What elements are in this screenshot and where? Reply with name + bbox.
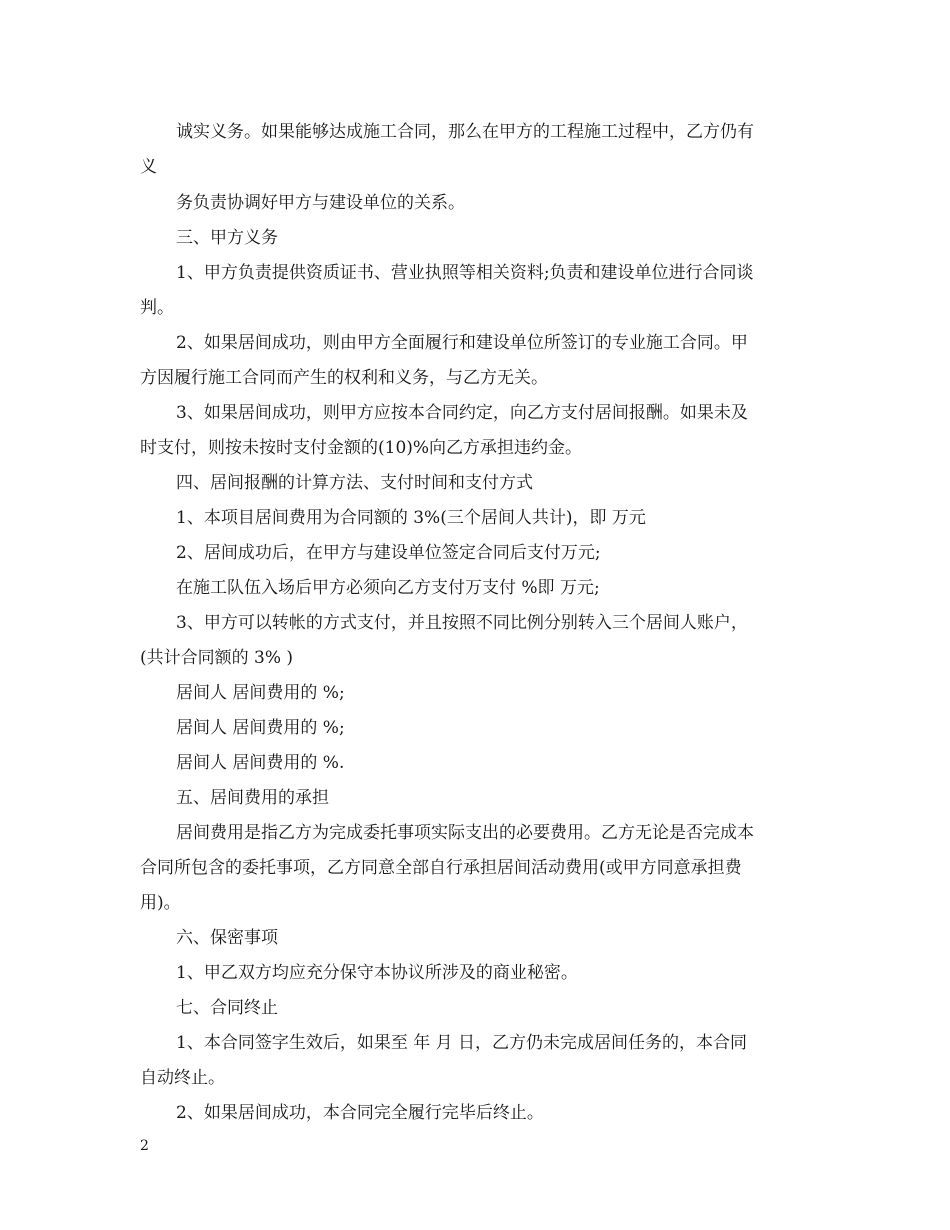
page-number: 2: [140, 1138, 149, 1154]
text-line: 合同所包含的委托事项，乙方同意全部自行承担居间活动费用(或甲方同意承担费: [140, 858, 742, 878]
text-line: 务负责协调好甲方与建设单位的关系。: [176, 193, 465, 213]
text-line: (共计合同额的 3% ): [140, 648, 294, 668]
text-line: 居间费用是指乙方为完成委托事项实际支出的必要费用。乙方无论是否完成本: [176, 823, 754, 843]
text-line: 用)。: [140, 893, 181, 913]
text-line: 诚实义务。如果能够达成施工合同，那么在甲方的工程施工过程中，乙方仍有: [176, 122, 754, 142]
section-heading: 六、保密事项: [176, 928, 278, 948]
text-line: 居间人 居间费用的 %.: [176, 753, 345, 773]
text-line: 居间人 居间费用的 %;: [176, 683, 345, 703]
text-line: 1、本项目居间费用为合同额的 3%(三个居间人共计)，即 万元: [176, 508, 646, 528]
text-line: 3、如果居间成功，则甲方应按本合同约定，向乙方支付居间报酬。如果未及: [176, 403, 748, 423]
text-line: 方因履行施工合同而产生的权利和义务，与乙方无关。: [140, 368, 548, 388]
section-heading: 四、居间报酬的计算方法、支付时间和支付方式: [176, 473, 533, 493]
text-line: 2、如果居间成功，本合同完全履行完毕后终止。: [176, 1103, 544, 1123]
text-line: 1、本合同签字生效后，如果至 年 月 日，乙方仍未完成居间任务的，本合同: [176, 1033, 748, 1053]
section-heading: 七、合同终止: [176, 998, 278, 1018]
text-line: 居间人 居间费用的 %;: [176, 718, 345, 738]
text-line: 义: [140, 157, 157, 177]
text-line: 时支付，则按未按时支付金额的(10)%向乙方承担违约金。: [140, 438, 583, 458]
text-line: 自动终止。: [140, 1068, 225, 1088]
text-line: 1、甲方负责提供资质证书、营业执照等相关资料;负责和建设单位进行合同谈: [176, 263, 754, 283]
section-heading: 五、居间费用的承担: [176, 788, 329, 808]
text-line: 2、居间成功后，在甲方与建设单位签定合同后支付万元;: [176, 543, 601, 563]
text-line: 在施工队伍入场后甲方必须向乙方支付万支付 %即 万元;: [176, 578, 600, 598]
section-heading: 三、甲方义务: [176, 228, 278, 248]
text-line: 2、如果居间成功，则由甲方全面履行和建设单位所签订的专业施工合同。甲: [176, 333, 748, 353]
text-line: 3、甲方可以转帐的方式支付，并且按照不同比例分别转入三个居间人账户，: [176, 613, 748, 633]
text-line: 1、甲乙双方均应充分保守本协议所涉及的商业秘密。: [176, 963, 578, 983]
text-line: 判。: [140, 298, 174, 318]
